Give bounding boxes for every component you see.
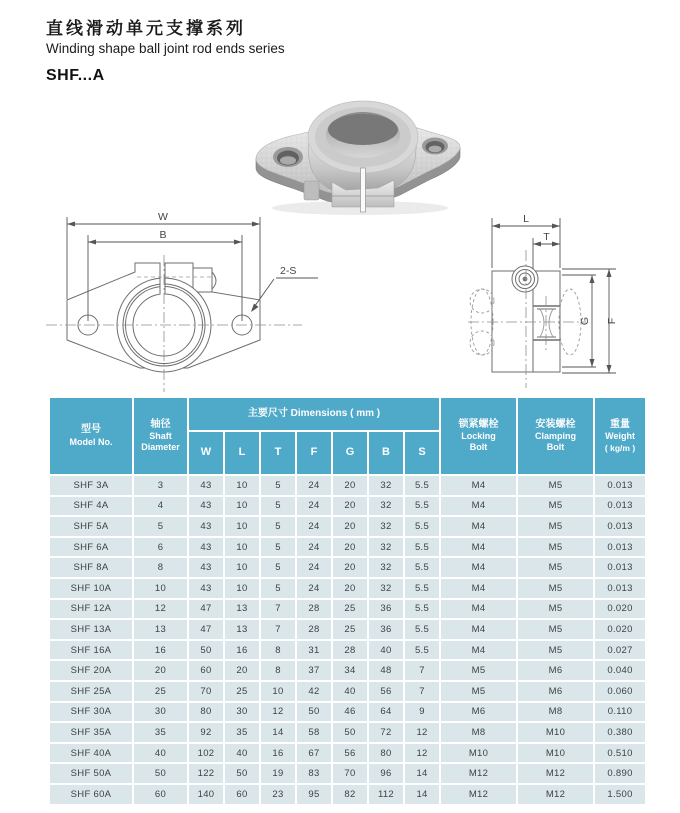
table-row [49,496,646,517]
cell-l: 10 [224,578,260,599]
cell-weight: 0.040 [594,660,646,681]
cell-g: 46 [332,702,368,723]
cell-g: 25 [332,599,368,620]
cell-f: 37 [296,660,332,681]
cell-locking-bolt: M4 [440,599,517,620]
cell-b: 40 [368,640,404,661]
cell-l: 50 [224,763,260,784]
cell-b: 64 [368,702,404,723]
cell-l: 10 [224,537,260,558]
cell-t: 19 [260,763,296,784]
cell-shaft-diameter: 16 [133,640,188,661]
col-header-locking-bolt: 锁紧螺栓 Locking Bolt [440,397,517,475]
cell-g: 20 [332,578,368,599]
cell-shaft-diameter: 3 [133,475,188,496]
cell-shaft-diameter: 13 [133,619,188,640]
cell-weight: 0.013 [594,578,646,599]
cell-w: 70 [188,681,224,702]
cell-weight: 0.110 [594,702,646,723]
cell-g: 70 [332,763,368,784]
cell-w: 122 [188,763,224,784]
cell-shaft-diameter: 35 [133,722,188,743]
cell-l: 10 [224,496,260,517]
cell-shaft-diameter: 30 [133,702,188,723]
col-header-s: S [404,431,440,475]
dim-label-b: B [159,229,167,241]
dimension-table [48,396,647,806]
hole-count-label: 2-S [280,265,297,277]
cell-l: 13 [224,599,260,620]
cell-model: SHF 4A [49,496,133,517]
cell-b: 32 [368,578,404,599]
cell-locking-bolt: M12 [440,784,517,805]
cell-s: 5.5 [404,475,440,496]
cell-weight: 0.013 [594,557,646,578]
cell-l: 60 [224,784,260,805]
cell-clamping-bolt: M8 [517,702,594,723]
cell-t: 8 [260,640,296,661]
cell-shaft-diameter: 60 [133,784,188,805]
cell-weight: 0.020 [594,619,646,640]
cell-f: 31 [296,640,332,661]
cell-shaft-diameter: 12 [133,599,188,620]
table-row [49,702,646,723]
cell-t: 5 [260,475,296,496]
cell-clamping-bolt: M5 [517,599,594,620]
cell-b: 48 [368,660,404,681]
cell-l: 20 [224,660,260,681]
cell-b: 112 [368,784,404,805]
cell-w: 43 [188,578,224,599]
cell-locking-bolt: M4 [440,496,517,517]
cell-model: SHF 60A [49,784,133,805]
cell-f: 42 [296,681,332,702]
page-title-cn: 直线滑动单元支撑系列 [46,19,246,38]
cell-w: 43 [188,516,224,537]
cell-model: SHF 6A [49,537,133,558]
table-row [49,681,646,702]
cell-clamping-bolt: M10 [517,722,594,743]
cell-g: 20 [332,475,368,496]
cell-l: 10 [224,516,260,537]
cell-f: 50 [296,702,332,723]
cell-model: SHF 25A [49,681,133,702]
cell-w: 50 [188,640,224,661]
side-view-drawing [438,198,666,393]
cell-w: 43 [188,475,224,496]
cell-t: 7 [260,599,296,620]
cell-f: 95 [296,784,332,805]
cell-weight: 0.013 [594,496,646,517]
product-photo [248,84,470,216]
cell-l: 16 [224,640,260,661]
cell-s: 12 [404,743,440,764]
cell-f: 28 [296,599,332,620]
table-row [49,475,646,496]
col-header-g: G [332,431,368,475]
cell-t: 5 [260,516,296,537]
cell-t: 14 [260,722,296,743]
cell-clamping-bolt: M6 [517,681,594,702]
cell-s: 5.5 [404,619,440,640]
cell-s: 12 [404,722,440,743]
cell-f: 24 [296,537,332,558]
cell-t: 12 [260,702,296,723]
cell-s: 5.5 [404,496,440,517]
cell-b: 36 [368,599,404,620]
cell-clamping-bolt: M5 [517,475,594,496]
col-header-shaft-diameter: 轴径 Shaft Diameter [133,397,188,475]
cell-g: 20 [332,537,368,558]
cell-clamping-bolt: M10 [517,743,594,764]
cell-f: 83 [296,763,332,784]
dimension-table-wrap [48,396,645,806]
cell-g: 28 [332,640,368,661]
cell-t: 5 [260,537,296,558]
table-row [49,743,646,764]
cell-s: 7 [404,681,440,702]
cell-clamping-bolt: M12 [517,784,594,805]
cell-g: 40 [332,681,368,702]
cell-w: 43 [188,537,224,558]
table-row [49,619,646,640]
cell-clamping-bolt: M5 [517,578,594,599]
title-block [46,14,285,85]
cell-l: 25 [224,681,260,702]
cell-locking-bolt: M8 [440,722,517,743]
col-header-l: L [224,431,260,475]
cell-w: 47 [188,619,224,640]
front-view-geometry [67,262,260,372]
cell-g: 82 [332,784,368,805]
cell-t: 16 [260,743,296,764]
cell-g: 20 [332,557,368,578]
col-header-b: B [368,431,404,475]
cell-l: 13 [224,619,260,640]
cell-t: 7 [260,619,296,640]
cell-model: SHF 8A [49,557,133,578]
cell-w: 80 [188,702,224,723]
cell-f: 24 [296,578,332,599]
cell-s: 5.5 [404,557,440,578]
cell-b: 32 [368,537,404,558]
series-code: SHF...A [46,67,105,84]
photo-shapes [256,101,460,215]
cell-locking-bolt: M5 [440,660,517,681]
cell-clamping-bolt: M5 [517,516,594,537]
cell-t: 8 [260,660,296,681]
cell-clamping-bolt: M5 [517,640,594,661]
cell-g: 34 [332,660,368,681]
cell-w: 92 [188,722,224,743]
cell-weight: 0.020 [594,599,646,620]
cell-b: 32 [368,557,404,578]
cell-clamping-bolt: M5 [517,496,594,517]
page-title-en: Winding shape ball joint rod ends series [46,41,285,56]
cell-t: 23 [260,784,296,805]
cell-l: 40 [224,743,260,764]
cell-weight: 0.060 [594,681,646,702]
cell-shaft-diameter: 50 [133,763,188,784]
cell-w: 43 [188,496,224,517]
cell-g: 20 [332,496,368,517]
cell-w: 47 [188,599,224,620]
cell-locking-bolt: M4 [440,537,517,558]
cell-g: 56 [332,743,368,764]
col-header-model: 型号 Model No. [49,397,133,475]
cell-shaft-diameter: 5 [133,516,188,537]
cell-t: 5 [260,496,296,517]
cell-clamping-bolt: M5 [517,537,594,558]
cell-w: 60 [188,660,224,681]
cell-b: 32 [368,496,404,517]
cell-clamping-bolt: M6 [517,660,594,681]
cell-f: 28 [296,619,332,640]
col-header-weight: 重量 Weight ( kg/m ) [594,397,646,475]
table-row [49,660,646,681]
dim-label-g: G [579,316,591,326]
dim-label-t: T [543,231,550,243]
dim-label-w: W [158,211,168,223]
cell-model: SHF 20A [49,660,133,681]
cell-shaft-diameter: 4 [133,496,188,517]
cell-f: 24 [296,475,332,496]
cell-model: SHF 5A [49,516,133,537]
cell-s: 5.5 [404,578,440,599]
cell-b: 36 [368,619,404,640]
front-view-drawing [40,200,330,395]
cell-f: 24 [296,557,332,578]
side-view-geometry [492,266,560,372]
cell-clamping-bolt: M5 [517,557,594,578]
cell-weight: 0.013 [594,537,646,558]
cell-s: 5.5 [404,516,440,537]
cell-shaft-diameter: 6 [133,537,188,558]
cell-t: 10 [260,681,296,702]
cell-b: 32 [368,516,404,537]
cell-weight: 0.380 [594,722,646,743]
col-header-f: F [296,431,332,475]
cell-weight: 0.013 [594,475,646,496]
cell-weight: 0.013 [594,516,646,537]
cell-s: 5.5 [404,537,440,558]
col-header-clamping-bolt: 安装螺栓 Clamping Bolt [517,397,594,475]
cell-model: SHF 16A [49,640,133,661]
cell-clamping-bolt: M5 [517,619,594,640]
cell-l: 35 [224,722,260,743]
cell-shaft-diameter: 40 [133,743,188,764]
cell-locking-bolt: M4 [440,640,517,661]
cell-f: 58 [296,722,332,743]
cell-weight: 1.500 [594,784,646,805]
cell-g: 25 [332,619,368,640]
cell-f: 24 [296,496,332,517]
cell-shaft-diameter: 8 [133,557,188,578]
cell-locking-bolt: M4 [440,557,517,578]
cell-weight: 0.027 [594,640,646,661]
table-row [49,599,646,620]
cell-model: SHF 30A [49,702,133,723]
cell-b: 80 [368,743,404,764]
cell-b: 96 [368,763,404,784]
cell-weight: 0.890 [594,763,646,784]
cell-locking-bolt: M6 [440,702,517,723]
cell-l: 10 [224,475,260,496]
cell-model: SHF 40A [49,743,133,764]
cell-shaft-diameter: 10 [133,578,188,599]
cell-w: 102 [188,743,224,764]
cell-s: 5.5 [404,640,440,661]
dim-label-l: L [523,213,529,225]
col-header-w: W [188,431,224,475]
cell-shaft-diameter: 25 [133,681,188,702]
cell-locking-bolt: M4 [440,516,517,537]
cell-locking-bolt: M5 [440,681,517,702]
table-row [49,763,646,784]
cell-model: SHF 35A [49,722,133,743]
col-header-t: T [260,431,296,475]
cell-b: 72 [368,722,404,743]
cell-model: SHF 12A [49,599,133,620]
cell-s: 5.5 [404,599,440,620]
col-header-dimensions-group: 主要尺寸 Dimensions ( mm ) [188,397,440,431]
cell-f: 24 [296,516,332,537]
table-row [49,640,646,661]
cell-weight: 0.510 [594,743,646,764]
cell-l: 30 [224,702,260,723]
table-row [49,516,646,537]
table-row [49,557,646,578]
cell-clamping-bolt: M12 [517,763,594,784]
cell-w: 43 [188,557,224,578]
cell-s: 7 [404,660,440,681]
cell-model: SHF 3A [49,475,133,496]
cell-w: 140 [188,784,224,805]
cell-shaft-diameter: 20 [133,660,188,681]
cell-t: 5 [260,578,296,599]
cell-locking-bolt: M4 [440,619,517,640]
cell-l: 10 [224,557,260,578]
table-row [49,722,646,743]
cell-f: 67 [296,743,332,764]
table-row [49,784,646,805]
cell-s: 9 [404,702,440,723]
cell-model: SHF 13A [49,619,133,640]
cell-g: 50 [332,722,368,743]
cell-locking-bolt: M10 [440,743,517,764]
table-row [49,578,646,599]
cell-locking-bolt: M4 [440,475,517,496]
cell-model: SHF 50A [49,763,133,784]
cell-s: 14 [404,763,440,784]
cell-locking-bolt: M12 [440,763,517,784]
cell-b: 56 [368,681,404,702]
cell-g: 20 [332,516,368,537]
cell-model: SHF 10A [49,578,133,599]
dim-label-f: F [606,317,618,325]
table-row [49,537,646,558]
cell-locking-bolt: M4 [440,578,517,599]
cell-s: 14 [404,784,440,805]
cell-t: 5 [260,557,296,578]
cell-b: 32 [368,475,404,496]
